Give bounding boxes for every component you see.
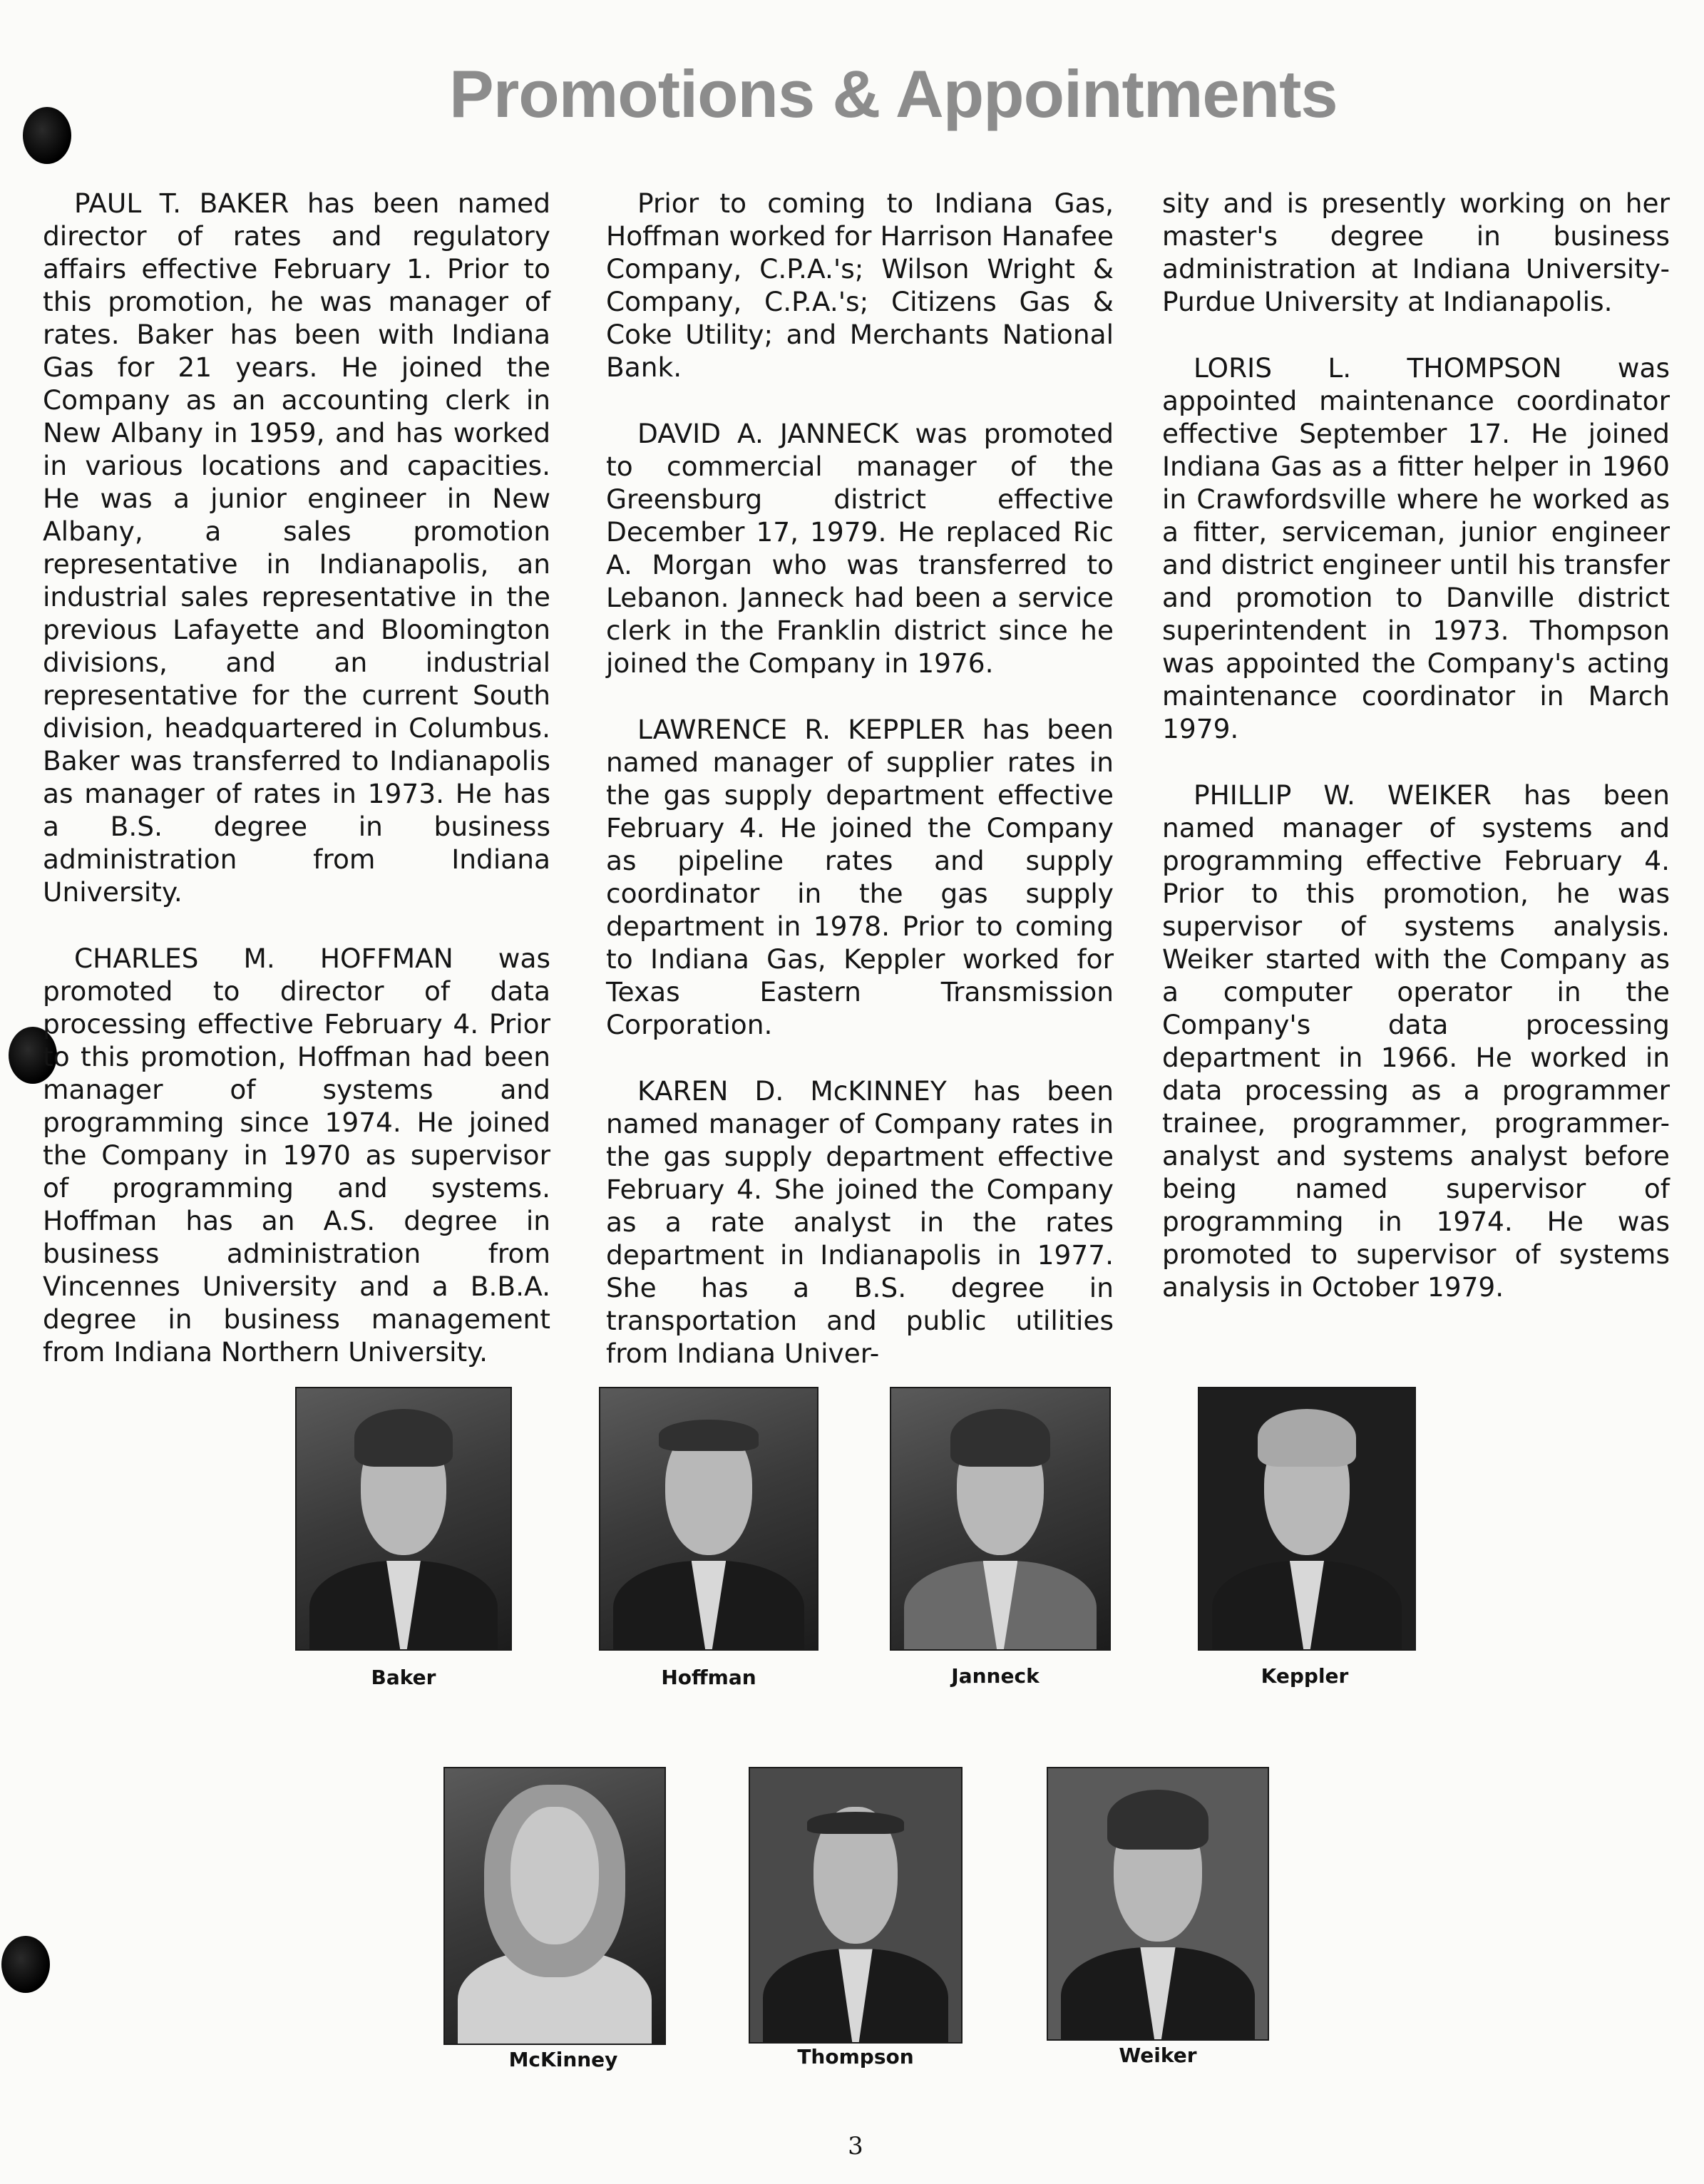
article-column-2	[606, 187, 1114, 1403]
page-title: Promotions & Appointments	[449, 56, 1338, 131]
page-number: 3	[848, 2132, 863, 2160]
article-column-3	[1162, 187, 1670, 1337]
photo-caption-hoffman: Hoffman	[661, 1666, 756, 1689]
portrait-photo-baker	[295, 1387, 512, 1651]
portrait-photo-weiker	[1047, 1767, 1269, 2041]
photo-caption-mckinney: McKinney	[508, 2048, 618, 2071]
article-paragraph: PHILLIP W. WEIKER has been named manager of systems and programming effective February 4. Prior to this promotion, he was supervisor of systems analysis. Weiker started with the Company as a computer operator in the Company's data processing department in 1966. He worked in data processing as a programmer trainee, programmer, programmer-analyst and systems analyst before being named supervisor of programming in 1974. He was promoted to supervisor of systems analysis in October 1979.	[1162, 779, 1670, 1303]
article-paragraph: sity and is presently working on her master's degree in business administration at Indiana University-Purdue University at Indianapolis.	[1162, 188, 1670, 317]
article-paragraph: DAVID A. JANNECK was promoted to commercial manager of the Greensburg district effective December 17, 1979. He replaced Ric A. Morgan who was transferred to Lebanon. Janneck had been a service clerk in the Franklin district since he joined the Company in 1976.	[606, 418, 1114, 679]
portrait-photo-janneck	[890, 1387, 1111, 1651]
binder-hole-top	[23, 107, 71, 164]
portrait-photo-keppler	[1198, 1387, 1416, 1651]
photo-caption-weiker: Weiker	[1119, 2044, 1197, 2067]
article-paragraph: CHARLES M. HOFFMAN was promoted to director of data processing effective February 4. Prior to this promotion, Hoffman had been manager of systems and programming since 1974. He joined the Company in 1970 as supervisor of programming and systems. Hoffman has an A.S. degree in business administration from Vincennes University and a B.B.A. degree in business management from Indiana Northern University.	[43, 943, 550, 1368]
article-paragraph: LORIS L. THOMPSON was appointed maintenance coordinator effective September 17. He joined Indiana Gas as a fitter helper in 1960 in Crawfordsville where he worked as a fitter, serviceman, junior engineer and district engineer until his transfer and promotion to Danville district superintendent in 1973. Thompson was appointed the Company's acting maintenance coordinator in March 1979.	[1162, 352, 1670, 744]
article-paragraph: PAUL T. BAKER has been named director of rates and regulatory affairs effective February 1. Prior to this promotion, he was manager of rates. Baker has been with Indiana Gas for 21 years. He joined the Company as an accounting clerk in New Albany in 1959, and has worked in various locations and capacities. He was a junior engineer in New Albany, a sales promotion representative in Indianapolis, an industrial sales representative in the previous Lafayette and Bloomington divisions, and an industrial representative for the current South division, headquartered in Columbus. Baker was transferred to Indianapolis as manager of rates in 1973. He has a B.S. degree in business administration from Indiana University.	[43, 188, 550, 908]
portrait-photo-thompson	[749, 1767, 963, 2044]
portrait-photo-hoffman	[599, 1387, 818, 1651]
portrait-photo-mckinney	[443, 1767, 666, 2045]
article-paragraph: KAREN D. McKINNEY has been named manager of Company rates in the gas supply department effective February 4. She joined the Company as a rate analyst in the rates department in Indianapolis in 1977. She has a B.S. degree in transportation and public utilities from Indiana Univer-	[606, 1075, 1114, 1369]
article-column-1	[43, 187, 550, 1402]
photo-caption-baker: Baker	[371, 1666, 436, 1689]
photo-caption-janneck: Janneck	[951, 1664, 1040, 1688]
photo-caption-keppler: Keppler	[1261, 1664, 1349, 1688]
binder-hole-bottom	[1, 1936, 50, 1993]
photo-caption-thompson: Thompson	[797, 2045, 914, 2068]
article-paragraph: Prior to coming to Indiana Gas, Hoffman worked for Harrison Hanafee Company, C.P.A.'s; Wilson Wright & Company, C.P.A.'s; Citizens Gas & Coke Utility; and Merchants National Bank.	[606, 188, 1114, 383]
article-paragraph: LAWRENCE R. KEPPLER has been named manager of supplier rates in the gas supply department effective February 4. He joined the Company as pipeline rates and supply coordinator in the gas supply department in 1978. Prior to coming to Indiana Gas, Keppler worked for Texas Eastern Transmission Corporation.	[606, 714, 1114, 1040]
